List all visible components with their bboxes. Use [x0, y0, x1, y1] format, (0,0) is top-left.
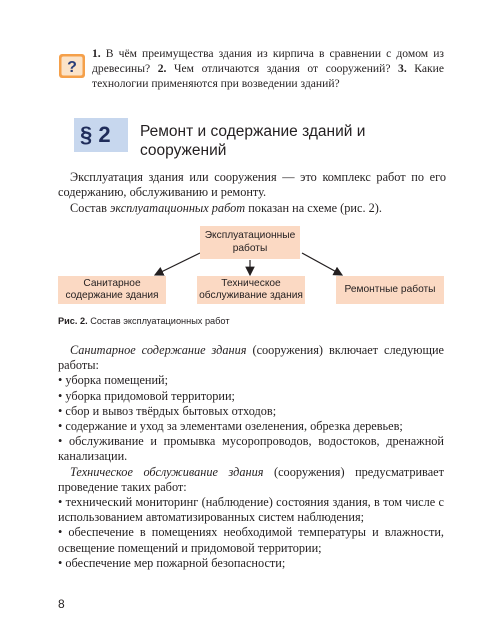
list-item: • содержание и уход за элементами озеленения, обрезка деревьев; — [58, 419, 403, 434]
svg-text:?: ? — [67, 59, 77, 76]
list-item: • обеспечение в помещениях необходимой температуры и влажности, освещение помещений и придомовой территории; — [58, 525, 444, 555]
q3-text: Какие технологии применяются при возведении зданий? — [92, 62, 444, 90]
intro-text-2a: Состав — [70, 201, 110, 215]
list-item: • уборка помещений; — [58, 373, 169, 388]
section-title: Ремонт и содержание зданий и сооружений — [140, 123, 366, 159]
list-item: • сбор и вывоз твёрдых бытовых отходов; — [58, 403, 277, 418]
body-text — [58, 343, 444, 571]
list-item: • уборка придомовой территории; — [58, 388, 235, 403]
section-technical-intro — [58, 465, 444, 495]
q1-number: 1. — [92, 47, 101, 60]
q2-number: 2. — [157, 62, 167, 75]
section-sanitary-intro — [58, 343, 444, 373]
technical-term: Техническое обслуживание здания — [70, 464, 264, 479]
q2-text: Чем отличаются здания от сооружений? — [166, 62, 399, 75]
figure-caption-label: Рис. 2. — [58, 316, 88, 326]
diagram-child-technical — [197, 276, 305, 304]
diagram-child-repair — [336, 276, 444, 304]
list-item: • обслуживание и промывка мусоропроводов, водостоков, дренажной канализации. — [58, 434, 444, 464]
sanitary-term: Санитарное содержание здания — [70, 343, 247, 357]
intro-text-2b: показан на схеме (рис. 2). — [245, 201, 382, 215]
diagram-root-label: Эксплуатационные работы — [204, 230, 296, 254]
list-item: • обеспечение мер пожарной безопасности; — [58, 555, 286, 570]
figure-caption-text: Состав эксплуатационных работ — [87, 316, 230, 326]
section-number: § 2 — [80, 122, 111, 147]
intro-text-2-italic: эксплуатационных работ — [109, 201, 246, 215]
diagram-child-sanitary — [58, 276, 166, 304]
page-number: 8 — [58, 597, 65, 611]
diagram-child-repair-label: Ремонтные работы — [344, 283, 436, 295]
list-item: • технический мониторинг (наблюдение) состояния здания, в том числе с использованием автоматизированных систем наблюдения; — [58, 495, 444, 525]
diagram-child-technical-label: Техническое обслуживание здания — [199, 277, 303, 301]
figure-caption — [58, 316, 230, 326]
diagram-root-box — [200, 226, 300, 259]
intro-text-1: Эксплуатация здания или сооружения — это комплекс работ по его содержанию, обслуживанию и ремонту. — [58, 170, 446, 199]
q3-number: 3. — [398, 62, 407, 75]
diagram-child-sanitary-label: Санитарное содержание здания — [65, 277, 159, 301]
q1-text: В чём преимущества здания из кирпича в сравнении с домом из древесины? — [92, 47, 444, 75]
sanitary-intro-text: (сооружения) включает следующие работы: — [58, 343, 444, 373]
technical-intro-text: (сооружения) предусматривает проведение таких работ: — [58, 464, 444, 494]
